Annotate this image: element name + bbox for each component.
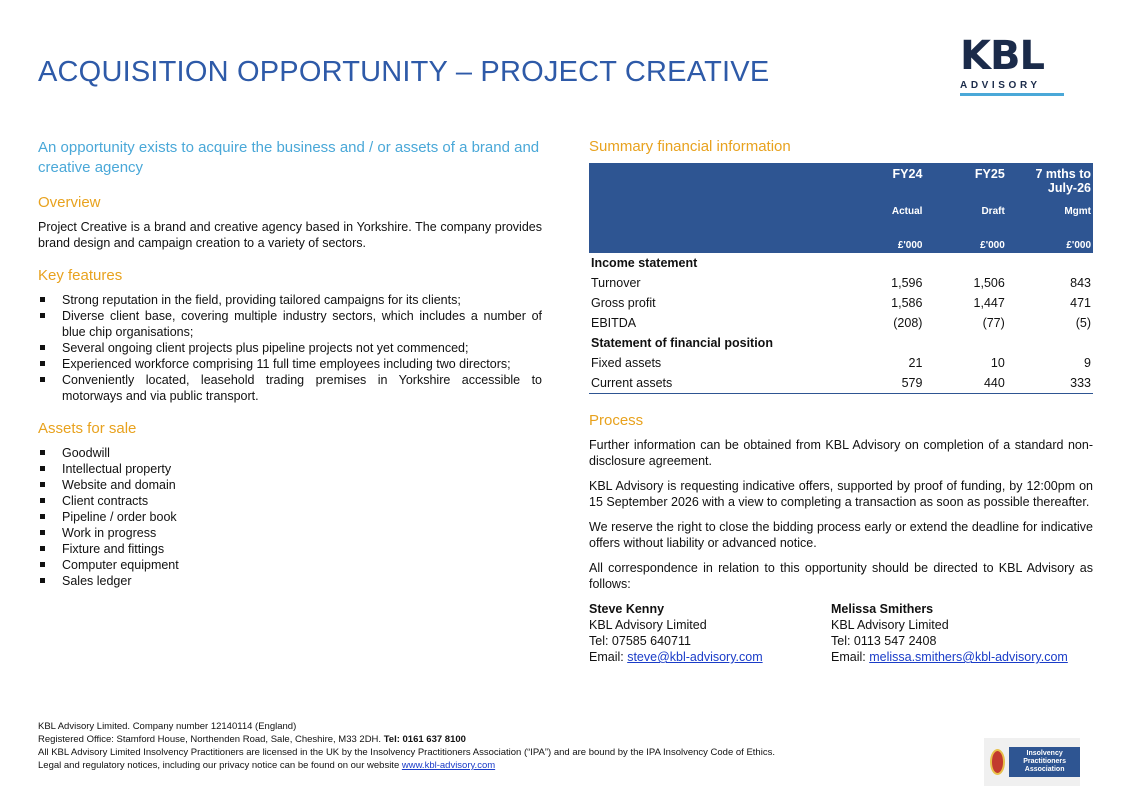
process-section <box>589 437 1093 592</box>
kbl-logo <box>960 33 1070 102</box>
email-link[interactable]: steve@kbl-advisory.com <box>627 650 763 664</box>
table-row <box>589 293 1093 313</box>
overview-text: Project Creative is a brand and creative agency based in Yorkshire. The company provides brand design and campaign creation to a variety of sectors. <box>38 220 542 250</box>
table-row <box>589 273 1093 293</box>
ipa-logo-icon <box>984 738 1080 786</box>
logo-main: KBL <box>960 33 1044 79</box>
row-label: EBITDA <box>591 316 637 330</box>
cell-value: 843 <box>1070 276 1091 290</box>
list-item: Several ongoing client projects plus pipeline projects not yet commenced; <box>38 340 542 356</box>
cell-value: 1,447 <box>973 296 1005 310</box>
cell-value: 1,506 <box>973 276 1005 290</box>
financial-table <box>589 163 1093 394</box>
cell-value: 471 <box>1070 296 1091 310</box>
col-sub: Actual <box>842 197 924 225</box>
ipa-seal-icon <box>990 749 1005 775</box>
contact-card <box>589 601 831 665</box>
cell-value: 440 <box>924 373 1006 394</box>
footer <box>38 720 775 772</box>
list-item: Experienced workforce comprising 11 full time employees including two directors; <box>38 356 542 372</box>
assets-list <box>38 445 542 589</box>
cell-value: (5) <box>1075 316 1091 330</box>
footer-line: Registered Office: Stamford House, Northenden Road, Sale, Cheshire, M33 2DH. <box>38 734 384 745</box>
cell-value: (77) <box>982 316 1005 330</box>
list-item: Sales ledger <box>38 573 542 589</box>
contact-tel: Tel: 07585 640711 <box>589 634 691 648</box>
col-unit: £'000 <box>842 225 924 253</box>
email-label: Email: <box>589 650 628 664</box>
contact-company: KBL Advisory Limited <box>589 618 707 632</box>
row-label: Current assets <box>589 373 842 394</box>
features-heading: Key features <box>38 267 123 284</box>
section-heading: Income statement <box>591 256 698 270</box>
list-item: Website and domain <box>38 477 542 493</box>
col-title: FY25 <box>924 163 1006 197</box>
table-row <box>589 373 1093 394</box>
col-title: FY24 <box>842 163 924 197</box>
cell-value: (208) <box>893 316 923 330</box>
row-label: Gross profit <box>591 296 656 310</box>
cell-value: 21 <box>908 356 923 370</box>
footer-tel: Tel: 0161 637 8100 <box>383 734 466 745</box>
page-title: ACQUISITION OPPORTUNITY – PROJECT CREATIVE <box>38 56 770 88</box>
process-paragraph: All correspondence in relation to this opportunity should be directed to KBL Advisory as follows: <box>589 561 1093 591</box>
logo-sub: ADVISORY <box>960 80 1064 96</box>
features-list <box>38 292 542 404</box>
list-item: Intellectual property <box>38 461 542 477</box>
footer-line: KBL Advisory Limited. Company number 12140114 (England) <box>38 721 297 732</box>
ipa-text: Insolvency Practitioners Association <box>1009 747 1080 777</box>
list-item: Goodwill <box>38 445 542 461</box>
assets-heading: Assets for sale <box>38 420 137 437</box>
footer-line: Legal and regulatory notices, including our privacy notice can be found on our website <box>38 760 402 771</box>
list-item: Work in progress <box>38 525 542 541</box>
list-item: Fixture and fittings <box>38 541 542 557</box>
overview-heading: Overview <box>38 194 101 211</box>
list-item: Diverse client base, covering multiple industry sectors, which includes a number of blue chip organisations; <box>38 308 542 340</box>
process-paragraph: Further information can be obtained from KBL Advisory on completion of a standard non-disclosure agreement. <box>589 438 1093 468</box>
list-item: Strong reputation in the field, providing tailored campaigns for its clients; <box>38 292 542 308</box>
summary-heading: Summary financial information <box>589 138 791 155</box>
col-title: 7 mths to July-26 <box>1007 163 1093 197</box>
row-label: Turnover <box>591 276 641 290</box>
table-row <box>589 353 1093 373</box>
process-paragraph: KBL Advisory is requesting indicative offers, supported by proof of funding, by 12:00pm on 15 September 2026 with a view to completing a transaction as soon as possible thereafter. <box>589 479 1093 509</box>
cell-value: 1,596 <box>891 276 923 290</box>
email-link[interactable]: melissa.smithers@kbl-advisory.com <box>869 650 1068 664</box>
contact-tel: Tel: 0113 547 2408 <box>831 634 937 648</box>
contact-company: KBL Advisory Limited <box>831 618 949 632</box>
col-unit: £'000 <box>924 225 1006 253</box>
section-heading: Statement of financial position <box>591 336 773 350</box>
row-label: Fixed assets <box>591 356 662 370</box>
table-row <box>589 313 1093 333</box>
contact-name: Melissa Smithers <box>831 602 934 616</box>
process-paragraph: We reserve the right to close the bidding process early or extend the deadline for indicative offers without liability or advanced notice. <box>589 520 1093 550</box>
contacts <box>589 601 1093 665</box>
footer-line: All KBL Advisory Limited Insolvency Practitioners are licensed in the UK by the Insolvency Practitioners Association (“IPA”) and are bound by the IPA Insolvency Code of Ethics. <box>38 747 775 758</box>
left-column <box>38 138 542 589</box>
cell-value: 9 <box>1084 356 1091 370</box>
cell-value: 10 <box>990 356 1005 370</box>
contact-name: Steve Kenny <box>589 602 665 616</box>
cell-value: 579 <box>842 373 924 394</box>
lead-text: An opportunity exists to acquire the business and / or assets of a brand and creative agency <box>38 139 540 176</box>
contact-card <box>831 601 1073 665</box>
cell-value: 1,586 <box>891 296 923 310</box>
list-item: Pipeline / order book <box>38 509 542 525</box>
list-item: Client contracts <box>38 493 542 509</box>
right-column <box>589 138 1093 665</box>
col-unit: £'000 <box>1007 225 1093 253</box>
website-link[interactable]: www.kbl-advisory.com <box>401 760 496 771</box>
list-item: Conveniently located, leasehold trading premises in Yorkshire accessible to motorways and via public transport. <box>38 372 542 404</box>
email-label: Email: <box>831 650 870 664</box>
list-item: Computer equipment <box>38 557 542 573</box>
col-sub: Mgmt <box>1007 197 1093 225</box>
cell-value: 333 <box>1007 373 1093 394</box>
process-heading: Process <box>589 412 644 429</box>
col-sub: Draft <box>924 197 1006 225</box>
